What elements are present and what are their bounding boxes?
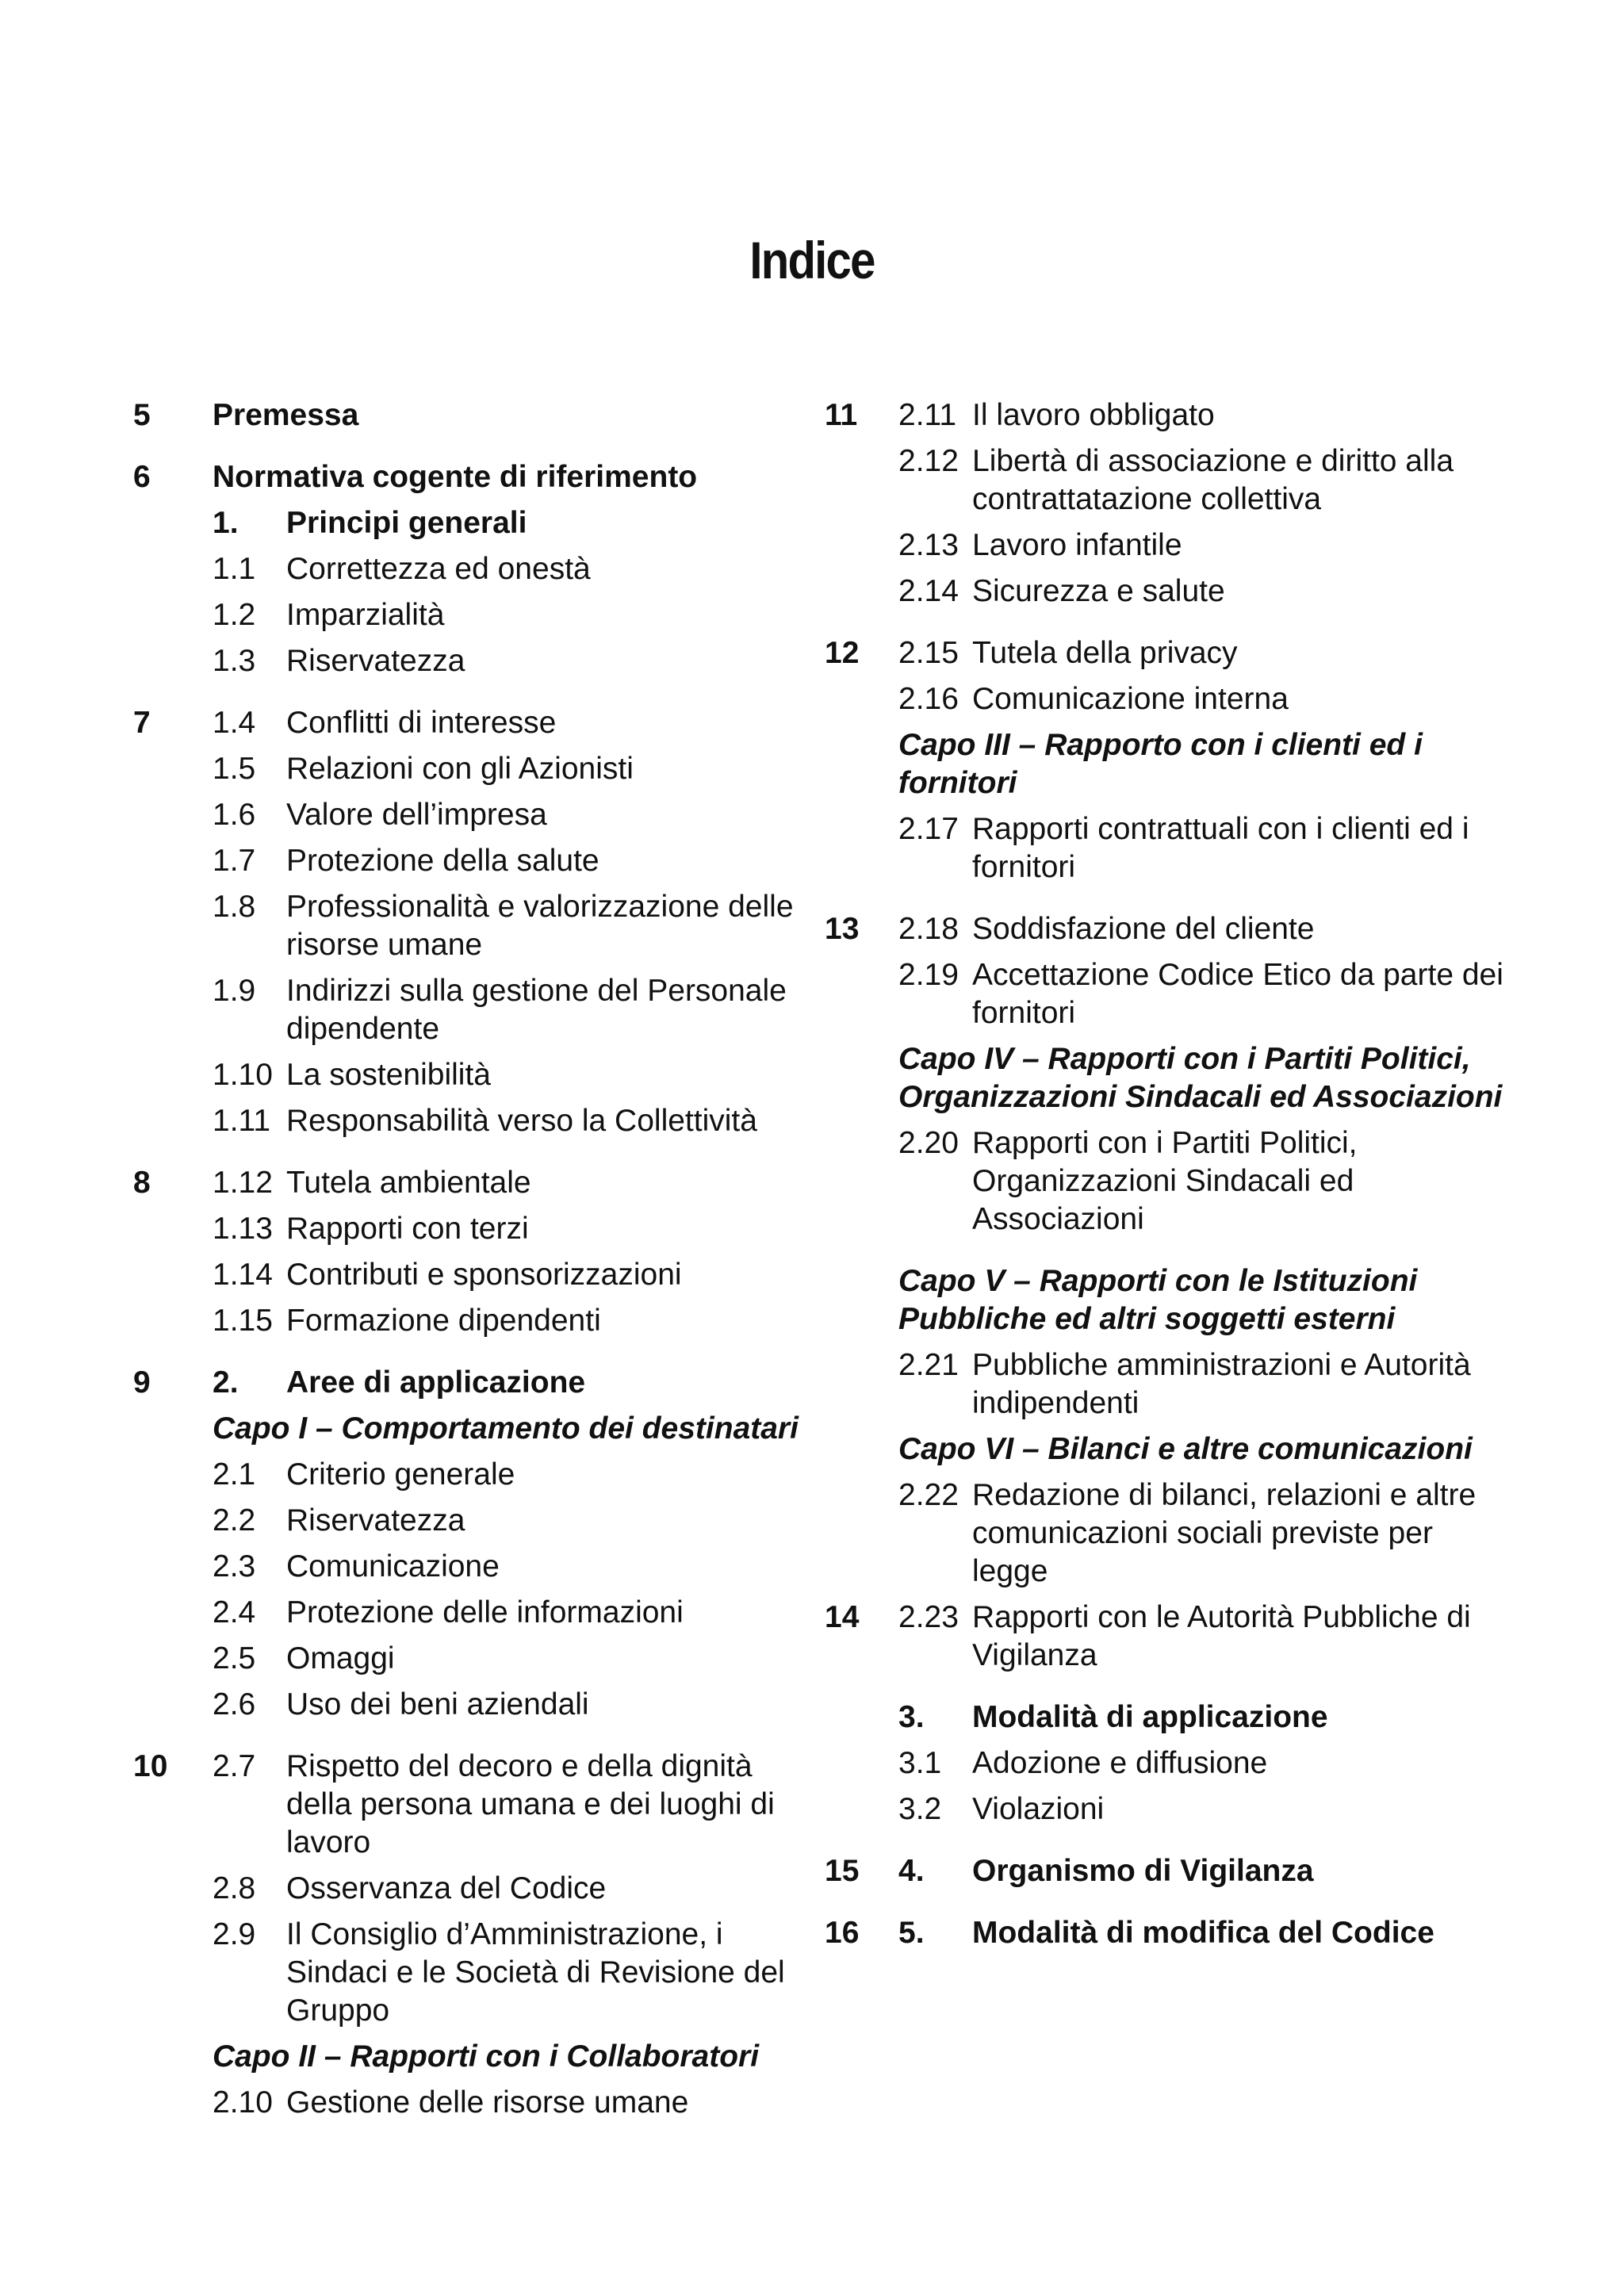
toc-entry[interactable] (825, 1698, 1507, 1737)
toc-section-heading[interactable] (133, 2038, 799, 2076)
toc-entry[interactable] (133, 750, 799, 788)
toc-section-number: 2.11 (898, 398, 957, 432)
toc-section-number: 2.19 (898, 958, 959, 992)
toc-page-number: 5 (133, 398, 151, 432)
toc-entry[interactable] (133, 888, 799, 964)
toc-entry[interactable] (133, 842, 799, 880)
toc-section-number: 2.14 (898, 574, 959, 608)
toc-section-number: 1.11 (213, 1104, 271, 1138)
toc-entry[interactable] (133, 396, 799, 435)
toc-entry[interactable] (133, 550, 799, 588)
toc-column-right (825, 396, 1507, 1960)
toc-entry[interactable] (825, 442, 1507, 519)
toc-entry-title: Tutela della privacy (972, 636, 1238, 670)
toc-entry[interactable] (133, 1302, 799, 1340)
toc-entry-title: Accettazione Codice Etico da parte dei fornitori (972, 958, 1503, 1030)
toc-entry[interactable] (825, 1346, 1507, 1423)
toc-entry-title: Rapporti con terzi (286, 1212, 529, 1246)
toc-entry-title: Rapporti con le Autorità Pubbliche di Vigilanza (972, 1600, 1471, 1672)
toc-section-number: 4. (898, 1854, 925, 1888)
toc-entry-title: Organismo di Vigilanza (972, 1854, 1314, 1888)
toc-section-number: 5. (898, 1916, 925, 1950)
toc-entry[interactable] (825, 680, 1507, 718)
toc-section-number: 1.14 (213, 1258, 273, 1292)
toc-section-heading[interactable] (825, 726, 1507, 802)
toc-entry[interactable] (825, 910, 1507, 948)
toc-entry-title: Omaggi (286, 1641, 395, 1675)
toc-entry[interactable] (825, 1790, 1507, 1829)
toc-page-number: 15 (825, 1854, 860, 1888)
toc-entry-title: Tutela ambientale (286, 1166, 531, 1200)
toc-entry[interactable] (133, 704, 799, 742)
toc-section-number: 3.2 (898, 1792, 942, 1826)
toc-entry-title: Modalità di applicazione (972, 1700, 1328, 1734)
toc-entry[interactable] (825, 572, 1507, 611)
toc-section-number: 2.7 (213, 1749, 256, 1783)
toc-section-number: 1.4 (213, 706, 256, 740)
toc-section-heading[interactable] (825, 1430, 1507, 1469)
toc-section-number: 2.17 (898, 812, 959, 846)
toc-page-number: 7 (133, 706, 151, 740)
toc-entry[interactable] (133, 1364, 799, 1402)
toc-section-number: 2.16 (898, 682, 959, 716)
toc-entry[interactable] (133, 642, 799, 680)
toc-entry[interactable] (825, 634, 1507, 672)
toc-entry-title: Valore dell’impresa (286, 798, 547, 832)
toc-entry[interactable] (133, 1502, 799, 1540)
toc-section-number: 2.9 (213, 1917, 256, 1951)
toc-entry[interactable] (133, 1102, 799, 1140)
toc-section-number: 2.6 (213, 1687, 256, 1721)
toc-entry-title: Sicurezza e salute (972, 574, 1225, 608)
toc-section-number: 2.21 (898, 1348, 959, 1382)
toc-section-number: 2. (213, 1365, 239, 1400)
toc-entry-title: Redazione di bilanci, relazioni e altre comunicazioni sociali previste per legge (972, 1478, 1477, 1588)
toc-entry-title: Formazione dipendenti (286, 1304, 601, 1338)
page-title: Indice (749, 231, 875, 289)
toc-entry-title: Gestione delle risorse umane (286, 2085, 689, 2120)
toc-entry-title: Imparzialità (286, 598, 445, 632)
toc-entry[interactable] (133, 1056, 799, 1094)
toc-entry-title: Comunicazione (286, 1549, 500, 1583)
toc-page-number: 11 (825, 398, 858, 432)
toc-entry-title: Professionalità e valorizzazione delle risorse umane (286, 890, 794, 962)
toc-section-number: 2.22 (898, 1478, 959, 1512)
toc-page-number: 16 (825, 1916, 860, 1950)
toc-section-number: 3.1 (898, 1746, 942, 1780)
toc-entry-title: Capo I – Comportamento dei destinatari (213, 1411, 799, 1446)
toc-page-number: 13 (825, 912, 860, 946)
toc-section-number: 1.13 (213, 1212, 273, 1246)
toc-section-heading[interactable] (133, 1410, 799, 1448)
toc-section-number: 2.15 (898, 636, 959, 670)
toc-section-number: 1.8 (213, 890, 256, 924)
toc-section-number: 2.10 (213, 2085, 273, 2120)
toc-section-number: 2.8 (213, 1871, 256, 1905)
toc-entry[interactable] (133, 1210, 799, 1248)
toc-entry[interactable] (825, 1476, 1507, 1591)
toc-section-number: 2.18 (898, 912, 959, 946)
toc-entry-title: Modalità di modifica del Codice (972, 1916, 1434, 1950)
toc-entry-title: Principi generali (286, 506, 527, 540)
toc-entry-title: Capo V – Rapporti con le Istituzioni Pubbliche ed altri soggetti esterni (898, 1264, 1418, 1336)
toc-entry-title: Capo VI – Bilanci e altre comunicazioni (898, 1432, 1473, 1466)
toc-entry-title: Capo II – Rapporti con i Collaboratori (213, 2039, 760, 2074)
toc-section-number: 1. (213, 506, 239, 540)
toc-entry-title: Indirizzi sulla gestione del Personale dipendente (286, 974, 787, 1046)
toc-section-number: 1.5 (213, 752, 256, 786)
toc-section-number: 2.20 (898, 1126, 959, 1160)
toc-entry-title: Libertà di associazione e diritto alla contrattatazione collettiva (972, 444, 1454, 516)
toc-entry-title: Pubbliche amministrazioni e Autorità indipendenti (972, 1348, 1471, 1420)
toc-entry[interactable] (133, 596, 799, 634)
toc-entry-title: Criterio generale (286, 1457, 515, 1492)
toc-entry[interactable] (133, 1548, 799, 1586)
toc-page-number: 10 (133, 1749, 168, 1783)
toc-entry[interactable] (825, 396, 1507, 435)
toc-entry-title: Osservanza del Codice (286, 1871, 607, 1905)
toc-entry[interactable] (133, 1686, 799, 1724)
toc-entry-title: Capo III – Rapporto con i clienti ed i fornitori (898, 728, 1423, 800)
toc-entry[interactable] (133, 1748, 799, 1862)
toc-page-number: 6 (133, 460, 151, 494)
toc-section-number: 1.1 (213, 552, 256, 586)
toc-entry[interactable] (825, 527, 1507, 565)
toc-entry[interactable] (825, 1914, 1507, 1952)
toc-entry-title: Responsabilità verso la Collettività (286, 1104, 757, 1138)
toc-entry-title: Soddisfazione del cliente (972, 912, 1315, 946)
toc-entry-title: Riservatezza (286, 644, 465, 678)
toc-page-number: 12 (825, 636, 860, 670)
toc-entry-title: Rapporti con i Partiti Politici, Organizzazioni Sindacali ed Associazioni (972, 1126, 1358, 1236)
toc-entry-title: Aree di applicazione (286, 1365, 586, 1400)
toc-section-number: 1.2 (213, 598, 256, 632)
toc-section-number: 2.4 (213, 1595, 256, 1629)
toc-section-number: 1.3 (213, 644, 256, 678)
toc-entry[interactable] (133, 1256, 799, 1294)
toc-section-number: 2.1 (213, 1457, 256, 1492)
toc-entry[interactable] (133, 1640, 799, 1678)
toc-entry-title: La sostenibilità (286, 1058, 491, 1092)
toc-entry-title: Relazioni con gli Azionisti (286, 752, 634, 786)
toc-entry-title: Il Consiglio d’Amministrazione, i Sindaci e le Società di Revisione del Gruppo (286, 1917, 785, 2028)
toc-section-number: 1.15 (213, 1304, 273, 1338)
toc-section-heading[interactable] (825, 1262, 1507, 1338)
toc-entry-title: Protezione delle informazioni (286, 1595, 684, 1629)
toc-entry-title: Comunicazione interna (972, 682, 1289, 716)
toc-entry-title: Riservatezza (286, 1503, 465, 1538)
toc-entry[interactable] (825, 956, 1507, 1032)
toc-entry-title: Premessa (213, 398, 359, 432)
toc-entry[interactable] (825, 1124, 1507, 1239)
toc-entry[interactable] (133, 2084, 799, 2122)
toc-entry-title: Protezione della salute (286, 844, 599, 878)
toc-entry[interactable] (133, 458, 799, 496)
toc-section-number: 2.3 (213, 1549, 256, 1583)
toc-section-number: 2.13 (898, 528, 959, 562)
toc-entry-title: Uso dei beni aziendali (286, 1687, 589, 1721)
toc-entry[interactable] (825, 810, 1507, 887)
toc-entry-title: Conflitti di interesse (286, 706, 557, 740)
toc-entry-title: Lavoro infantile (972, 528, 1182, 562)
toc-page-number: 8 (133, 1166, 151, 1200)
toc-entry[interactable] (133, 796, 799, 834)
toc-page-number: 9 (133, 1365, 151, 1400)
toc-section-number: 2.5 (213, 1641, 256, 1675)
toc-entry[interactable] (133, 504, 799, 542)
toc-entry[interactable] (133, 1870, 799, 1908)
toc-page-number: 14 (825, 1600, 860, 1634)
toc-entry[interactable] (825, 1744, 1507, 1783)
toc-section-number: 2.23 (898, 1600, 959, 1634)
toc-entry-title: Violazioni (972, 1792, 1105, 1826)
toc-entry-title: Il lavoro obbligato (972, 398, 1215, 432)
toc-entry[interactable] (133, 1594, 799, 1632)
toc-entry-title: Adozione e diffusione (972, 1746, 1268, 1780)
toc-entry[interactable] (133, 1164, 799, 1202)
toc-section-number: 2.12 (898, 444, 959, 478)
toc-section-number: 1.7 (213, 844, 256, 878)
toc-entry-title: Capo IV – Rapporti con i Partiti Politici, Organizzazioni Sindacali ed Associazioni (898, 1042, 1503, 1114)
toc-entry[interactable] (825, 1599, 1507, 1675)
toc-section-number: 1.6 (213, 798, 256, 832)
toc-section-number: 1.10 (213, 1058, 273, 1092)
toc-entry[interactable] (133, 972, 799, 1048)
toc-entry[interactable] (133, 1456, 799, 1494)
toc-section-number: 2.2 (213, 1503, 256, 1538)
toc-section-number: 1.12 (213, 1166, 273, 1200)
toc-entry-title: Contributi e sponsorizzazioni (286, 1258, 682, 1292)
toc-section-number: 1.9 (213, 974, 256, 1008)
toc-entry-title: Correttezza ed onestà (286, 552, 591, 586)
toc-entry[interactable] (825, 1852, 1507, 1890)
toc-entry-title: Rapporti contrattuali con i clienti ed i fornitori (972, 812, 1469, 884)
toc-column-left (133, 396, 799, 2130)
toc-section-number: 3. (898, 1700, 925, 1734)
toc-section-heading[interactable] (825, 1040, 1507, 1116)
toc-entry-title: Normativa cogente di riferimento (213, 460, 698, 494)
toc-entry[interactable] (133, 1916, 799, 2030)
toc-entry-title: Rispetto del decoro e della dignità della persona umana e dei luoghi di lavoro (286, 1749, 775, 1859)
